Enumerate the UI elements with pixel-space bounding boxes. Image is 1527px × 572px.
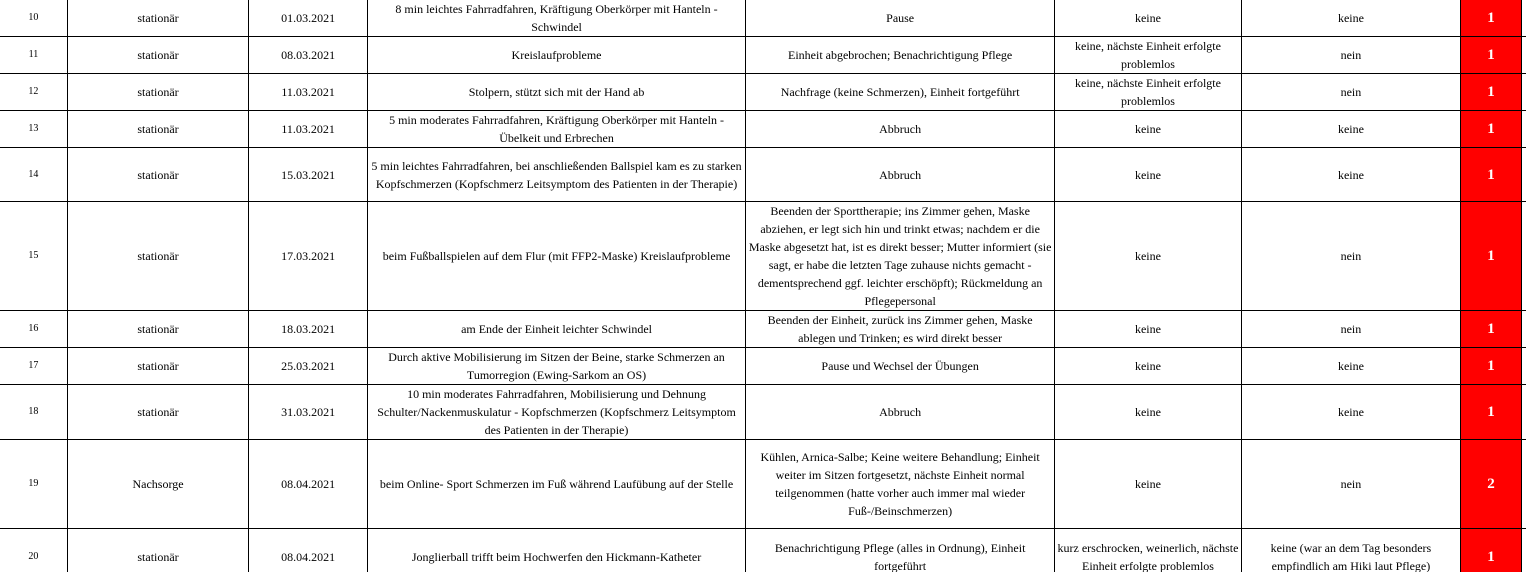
event-cell[interactable]: Stolpern, stützt sich mit der Hand ab: [368, 74, 746, 111]
setting-cell[interactable]: stationär: [67, 311, 248, 348]
severity-score-cell[interactable]: 1: [1461, 111, 1522, 148]
consequence-cell[interactable]: keine, nächste Einheit erfolgte problemlos: [1055, 74, 1242, 111]
date-cell[interactable]: 11.03.2021: [249, 111, 368, 148]
consequence-cell[interactable]: keine: [1055, 202, 1242, 311]
consequence-cell[interactable]: keine: [1055, 311, 1242, 348]
setting-cell[interactable]: Nachsorge: [67, 440, 248, 529]
row-number-cell[interactable]: 20: [0, 529, 67, 572]
severity-score-cell[interactable]: 1: [1461, 0, 1522, 37]
consequence-cell[interactable]: kurz erschrocken, weinerlich, nächste Einheit erfolgte problemlos: [1055, 529, 1242, 572]
row-number-cell[interactable]: 11: [0, 37, 67, 74]
date-cell[interactable]: 25.03.2021: [249, 348, 368, 385]
severity-score-cell[interactable]: 1: [1461, 148, 1522, 202]
table-row[interactable]: [0, 37, 1526, 74]
setting-cell[interactable]: stationär: [67, 348, 248, 385]
event-cell[interactable]: 8 min leichtes Fahrradfahren, Kräftigung Oberkörper mit Hanteln - Schwindel: [368, 0, 746, 37]
event-cell[interactable]: Jonglierball trifft beim Hochwerfen den Hickmann-Katheter: [368, 529, 746, 572]
consequence-cell[interactable]: keine: [1055, 385, 1242, 440]
empty-cell[interactable]: [1521, 74, 1526, 111]
date-cell[interactable]: 08.04.2021: [249, 529, 368, 572]
table-row[interactable]: [0, 529, 1526, 572]
event-cell[interactable]: Durch aktive Mobilisierung im Sitzen der Beine, starke Schmerzen an Tumorregion (Ewing-Sarkom an OS): [368, 348, 746, 385]
event-cell[interactable]: 10 min moderates Fahrradfahren, Mobilisierung und Dehnung Schulter/Nackenmuskulatur - Kopfschmerzen (Kopfschmerz Leitsymptom des Patienten in der Therapie): [368, 385, 746, 440]
followup-cell[interactable]: nein: [1241, 311, 1460, 348]
row-number-cell[interactable]: 10: [0, 0, 67, 37]
action-cell[interactable]: Abbruch: [746, 385, 1055, 440]
severity-score-cell[interactable]: 2: [1461, 440, 1522, 529]
event-cell[interactable]: 5 min leichtes Fahrradfahren, bei anschließenden Ballspiel kam es zu starken Kopfschmerzen (Kopfschmerz Leitsymptom des Patienten in der Therapie): [368, 148, 746, 202]
followup-cell[interactable]: keine: [1241, 111, 1460, 148]
followup-cell[interactable]: keine: [1241, 348, 1460, 385]
followup-cell[interactable]: nein: [1241, 202, 1460, 311]
action-cell[interactable]: Pause: [746, 0, 1055, 37]
empty-cell[interactable]: [1521, 37, 1526, 74]
row-number-cell[interactable]: 19: [0, 440, 67, 529]
setting-cell[interactable]: stationär: [67, 74, 248, 111]
followup-cell[interactable]: nein: [1241, 37, 1460, 74]
empty-cell[interactable]: [1521, 0, 1526, 37]
date-cell[interactable]: 11.03.2021: [249, 74, 368, 111]
empty-cell[interactable]: [1521, 202, 1526, 311]
severity-score-cell[interactable]: 1: [1461, 385, 1522, 440]
date-cell[interactable]: 08.03.2021: [249, 37, 368, 74]
empty-cell[interactable]: [1521, 385, 1526, 440]
event-cell[interactable]: beim Online- Sport Schmerzen im Fuß während Laufübung auf der Stelle: [368, 440, 746, 529]
severity-score-cell[interactable]: 1: [1461, 74, 1522, 111]
date-cell[interactable]: 01.03.2021: [249, 0, 368, 37]
setting-cell[interactable]: stationär: [67, 202, 248, 311]
severity-score-cell[interactable]: 1: [1461, 348, 1522, 385]
consequence-cell[interactable]: keine: [1055, 348, 1242, 385]
event-cell[interactable]: am Ende der Einheit leichter Schwindel: [368, 311, 746, 348]
date-cell[interactable]: 31.03.2021: [249, 385, 368, 440]
consequence-cell[interactable]: keine: [1055, 148, 1242, 202]
consequence-cell[interactable]: keine, nächste Einheit erfolgte problemlos: [1055, 37, 1242, 74]
action-cell[interactable]: Pause und Wechsel der Übungen: [746, 348, 1055, 385]
date-cell[interactable]: 15.03.2021: [249, 148, 368, 202]
followup-cell[interactable]: keine (war an dem Tag besonders empfindlich am Hiki laut Pflege): [1241, 529, 1460, 572]
severity-score-cell[interactable]: 1: [1461, 37, 1522, 74]
date-cell[interactable]: 17.03.2021: [249, 202, 368, 311]
setting-cell[interactable]: stationär: [67, 529, 248, 572]
table-row[interactable]: [0, 348, 1526, 385]
severity-score-cell[interactable]: 1: [1461, 311, 1522, 348]
row-number-cell[interactable]: 13: [0, 111, 67, 148]
row-number-cell[interactable]: 17: [0, 348, 67, 385]
empty-cell[interactable]: [1521, 148, 1526, 202]
followup-cell[interactable]: keine: [1241, 385, 1460, 440]
table-row[interactable]: [0, 0, 1526, 37]
table-row[interactable]: [0, 148, 1526, 202]
empty-cell[interactable]: [1521, 311, 1526, 348]
row-number-cell[interactable]: 12: [0, 74, 67, 111]
consequence-cell[interactable]: keine: [1055, 111, 1242, 148]
table-row[interactable]: [0, 385, 1526, 440]
row-number-cell[interactable]: 15: [0, 202, 67, 311]
table-row[interactable]: [0, 311, 1526, 348]
event-cell[interactable]: beim Fußballspielen auf dem Flur (mit FFP2-Maske) Kreislaufprobleme: [368, 202, 746, 311]
action-cell[interactable]: Abbruch: [746, 111, 1055, 148]
consequence-cell[interactable]: keine: [1055, 440, 1242, 529]
row-number-cell[interactable]: 16: [0, 311, 67, 348]
action-cell[interactable]: Kühlen, Arnica-Salbe; Keine weitere Behandlung; Einheit weiter im Sitzen fortgesetzt, nächste Einheit normal teilgenommen (hatte vorher auch immer mal wieder Fuß-/Beinschmerzen): [746, 440, 1055, 529]
event-cell[interactable]: 5 min moderates Fahrradfahren, Kräftigung Oberkörper mit Hanteln - Übelkeit und Erbrechen: [368, 111, 746, 148]
followup-cell[interactable]: nein: [1241, 74, 1460, 111]
action-cell[interactable]: Beenden der Sporttherapie; ins Zimmer gehen, Maske abziehen, er legt sich hin und trinkt etwas; nachdem er die Maske abgesetzt hat, ist es direkt besser; Mutter informiert (sie sagt, er habe die letzten Tage zuhause nichts gemacht - dementsprechend ggf. leichter erschöpft); Rückmeldung an Pflegepersonal: [746, 202, 1055, 311]
setting-cell[interactable]: stationär: [67, 385, 248, 440]
row-number-cell[interactable]: 18: [0, 385, 67, 440]
table-row[interactable]: [0, 74, 1526, 111]
event-cell[interactable]: Kreislaufprobleme: [368, 37, 746, 74]
followup-cell[interactable]: nein: [1241, 440, 1460, 529]
action-cell[interactable]: Nachfrage (keine Schmerzen), Einheit fortgeführt: [746, 74, 1055, 111]
setting-cell[interactable]: stationär: [67, 37, 248, 74]
table-row[interactable]: [0, 440, 1526, 529]
table-row[interactable]: [0, 111, 1526, 148]
action-cell[interactable]: Benachrichtigung Pflege (alles in Ordnung), Einheit fortgeführt: [746, 529, 1055, 572]
empty-cell[interactable]: [1521, 529, 1526, 572]
row-number-cell[interactable]: 14: [0, 148, 67, 202]
setting-cell[interactable]: stationär: [67, 0, 248, 37]
severity-score-cell[interactable]: 1: [1461, 202, 1522, 311]
empty-cell[interactable]: [1521, 348, 1526, 385]
table-row[interactable]: [0, 202, 1526, 311]
date-cell[interactable]: 08.04.2021: [249, 440, 368, 529]
empty-cell[interactable]: [1521, 440, 1526, 529]
action-cell[interactable]: Einheit abgebrochen; Benachrichtigung Pflege: [746, 37, 1055, 74]
consequence-cell[interactable]: keine: [1055, 0, 1242, 37]
setting-cell[interactable]: stationär: [67, 111, 248, 148]
followup-cell[interactable]: keine: [1241, 148, 1460, 202]
severity-score-cell[interactable]: 1: [1461, 529, 1522, 572]
action-cell[interactable]: Abbruch: [746, 148, 1055, 202]
setting-cell[interactable]: stationär: [67, 148, 248, 202]
followup-cell[interactable]: keine: [1241, 0, 1460, 37]
date-cell[interactable]: 18.03.2021: [249, 311, 368, 348]
empty-cell[interactable]: [1521, 111, 1526, 148]
action-cell[interactable]: Beenden der Einheit, zurück ins Zimmer gehen, Maske ablegen und Trinken; es wird direkt besser: [746, 311, 1055, 348]
